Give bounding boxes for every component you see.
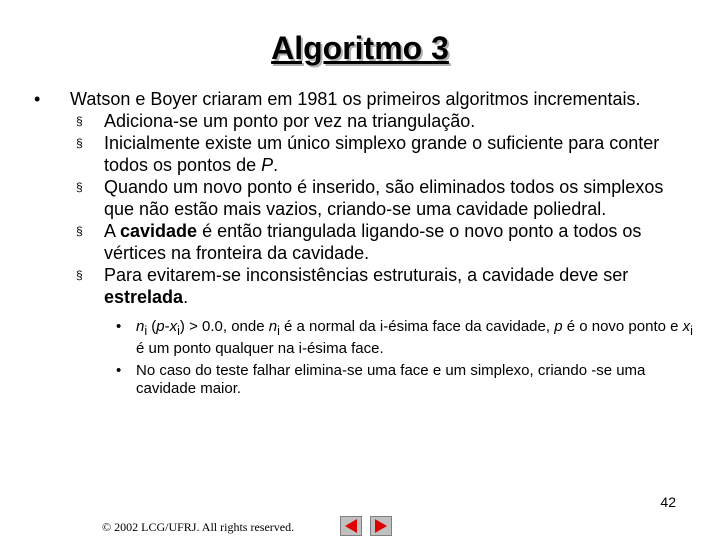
square-bullet-icon: § bbox=[76, 224, 83, 238]
subscript-i: i bbox=[277, 324, 280, 338]
subbullet-adiciona bbox=[34, 110, 694, 132]
subbullet-text-end: é então triangulada ligando-se o novo ponto a todos os vértices na fronteira da cavidade. bbox=[104, 221, 642, 263]
subbullet-text: Para evitarem-se inconsistências estruturais, a cavidade deve ser bbox=[104, 265, 629, 285]
subbullet-text: Inicialmente existe um único simplexo grande o suficiente para conter todos os pontos de bbox=[104, 133, 660, 175]
subbullet-estrelada bbox=[34, 264, 694, 308]
subbullet-inicialmente bbox=[34, 132, 694, 176]
bullet-mark: • bbox=[116, 318, 122, 335]
subbullet-text: A bbox=[104, 221, 121, 241]
subbullet-text: Quando um novo ponto é inserido, são eliminados todos os simplexos que não estão mais vazios, criando-se uma cavidade poliedral. bbox=[104, 177, 664, 219]
subsubbullet-test-formula bbox=[34, 318, 694, 358]
normal-symbol: n bbox=[268, 318, 278, 335]
formula-text: é um ponto qualquer na i-ésima face. bbox=[136, 340, 384, 357]
x-symbol: x bbox=[682, 318, 691, 335]
square-bullet-icon: § bbox=[76, 180, 83, 194]
previous-slide-button[interactable] bbox=[340, 516, 362, 536]
subsubbullet-text: No caso do teste falhar elimina-se uma face e um simplexo, criando -se uma cavidade maior. bbox=[136, 362, 646, 397]
formula-text: ( bbox=[147, 318, 157, 335]
subscript-i: i bbox=[177, 324, 180, 338]
formula-text: ) > 0.0, onde bbox=[179, 318, 269, 335]
copyright-icon: © bbox=[102, 520, 112, 534]
arrow-right-icon bbox=[371, 517, 391, 535]
bullet-watson-boyer bbox=[34, 88, 694, 110]
bullet-mark: • bbox=[116, 362, 122, 379]
formula-text: é a normal da i-ésima face da cavidade, bbox=[279, 318, 555, 335]
bullet-text: Watson e Boyer criaram em 1981 os primeiros algoritmos incrementais. bbox=[70, 89, 641, 109]
point-set-symbol: P bbox=[261, 155, 274, 175]
copyright-notice bbox=[102, 520, 294, 535]
bullet-mark: • bbox=[34, 89, 41, 109]
next-slide-button[interactable] bbox=[370, 516, 392, 536]
subbullet-cavidade bbox=[34, 220, 694, 264]
square-bullet-icon: § bbox=[76, 114, 83, 128]
formula-text: - bbox=[164, 318, 170, 335]
formula-text: é o novo ponto e bbox=[562, 318, 683, 335]
square-bullet-icon: § bbox=[76, 268, 83, 282]
slide-content bbox=[34, 88, 694, 398]
page-number: 42 bbox=[660, 494, 676, 510]
subscript-i: i bbox=[144, 324, 148, 338]
normal-symbol: n bbox=[136, 318, 145, 335]
subscript-i: i bbox=[690, 324, 693, 338]
point-symbol: p bbox=[554, 318, 563, 335]
square-bullet-icon: § bbox=[76, 136, 83, 150]
bold-term-cavidade: cavidade bbox=[120, 221, 198, 241]
point-symbol: p bbox=[156, 318, 165, 335]
subbullet-text-end: . bbox=[183, 287, 189, 307]
bold-term-estrelada: estrelada bbox=[104, 287, 184, 307]
subbullet-text: Adiciona-se um ponto por vez na triangulação. bbox=[104, 111, 476, 131]
x-symbol: x bbox=[169, 318, 178, 335]
slide-title: Algoritmo 3 bbox=[271, 30, 449, 66]
arrow-left-icon bbox=[341, 517, 361, 535]
subsubbullet-teste-falhar bbox=[34, 362, 694, 398]
subbullet-text-end: . bbox=[273, 155, 279, 175]
copyright-text: 2002 LCG/UFRJ. All rights reserved. bbox=[114, 520, 295, 534]
subbullet-novo-ponto bbox=[34, 176, 694, 220]
